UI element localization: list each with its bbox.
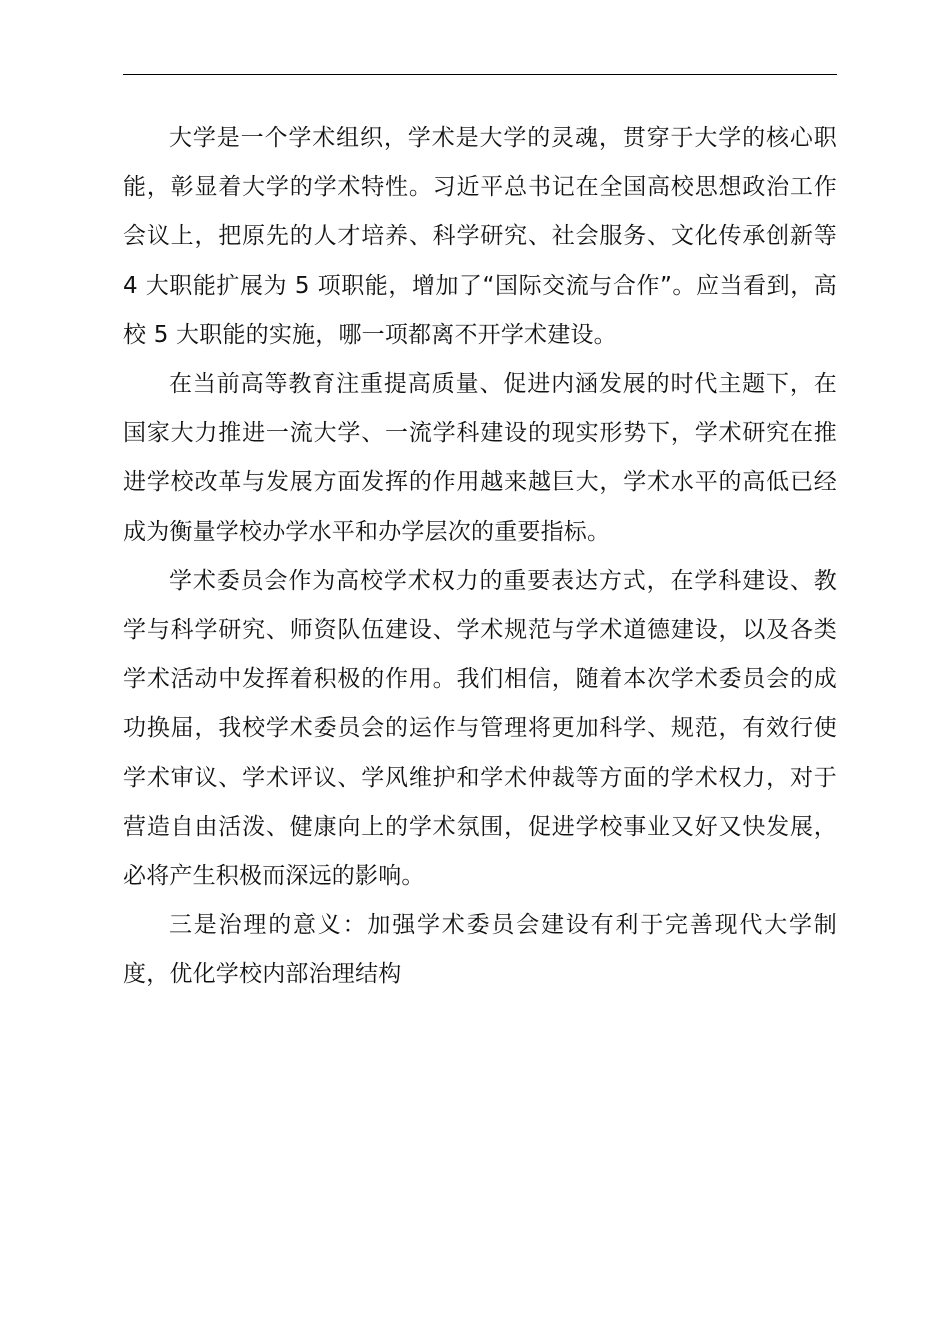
header-rule [123,74,837,75]
paragraph-academic-committee-role: 学术委员会作为高校学术权力的重要表达方式，在学科建设、教学与科学研究、师资队伍建设、学术规范与学术道德建设，以及各类学术活动中发挥着积极的作用。我们相信，随着本次学术委员会的成功换届，我校学术委员会的运作与管理将更加科学、规范，有效行使学术审议、学术评议、学风维护和学术仲裁等方面的学术权力，对于营造自由活泼、健康向上的学术氛围，促进学校事业又好又快发展，必将产生积极而深远的影响。 [123,567,837,890]
paragraph-governance-significance: 三是治理的意义：加强学术委员会建设有利于完善现代大学制度，优化学校内部治理结构 [123,912,837,988]
paragraph-academic-organization: 大学是一个学术组织，学术是大学的灵魂，贯穿于大学的核心职能，彰显着大学的学术特性。习近平总书记在全国高校思想政治工作会议上，把原先的人才培养、科学研究、社会服务、文化传承创新等 4 大职能扩展为 5 项职能，增加了“国际交流与合作”。应当看到，高校 5 大职能的实施，哪一项都离不开学术建设。 [123,125,837,348]
document-body [123,114,837,1000]
paragraph-higher-education-context: 在当前高等教育注重提高质量、促进内涵发展的时代主题下，在国家大力推进一流大学、一流学科建设的现实形势下，学术研究在推进学校改革与发展方面发挥的作用越来越巨大，学术水平的高低已经成为衡量学校办学水平和办学层次的重要指标。 [123,371,837,545]
